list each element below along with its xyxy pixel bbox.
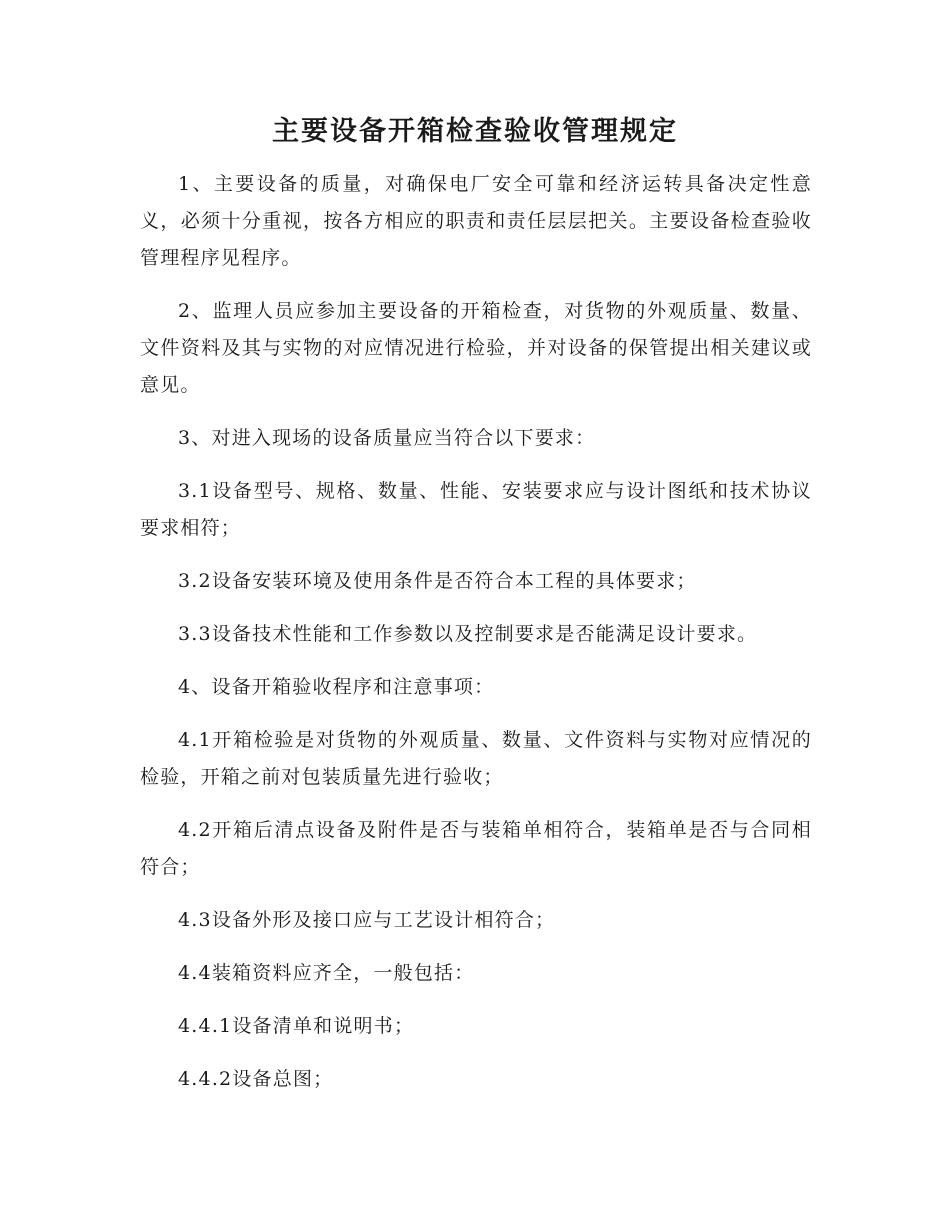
- document-title: 主要设备开箱检查验收管理规定: [272, 116, 678, 147]
- paragraph-4-1: 4.1开箱检验是对货物的外观质量、数量、文件资料与实物对应情况的检验，开箱之前对包装质量先进行验收；: [140, 729, 812, 788]
- paragraph-4-4-2: 4.4.2设备总图；: [178, 1068, 334, 1090]
- paragraph-3-2: 3.2设备安装环境及使用条件是否符合本工程的具体要求；: [178, 570, 697, 592]
- paragraph-3: 3、对进入现场的设备质量应当符合以下要求：: [178, 427, 596, 449]
- paragraph-4-4: 4.4装箱资料应齐全，一般包括：: [178, 962, 475, 984]
- paragraph-3-3: 3.3设备技术性能和工作参数以及控制要求是否能满足设计要求。: [178, 623, 758, 645]
- paragraph-2: 2、监理人员应参加主要设备的开箱检查，对货物的外观质量、数量、文件资料及其与实物的对应情况进行检验，并对设备的保管提出相关建议或意见。: [140, 300, 812, 396]
- paragraph-3-1: 3.1设备型号、规格、数量、性能、安装要求应与设计图纸和技术协议要求相符；: [140, 480, 812, 539]
- paragraph-1: 1、主要设备的质量，对确保电厂安全可靠和经济运转具备决定性意义，必须十分重视，按各方相应的职责和责任层层把关。主要设备检查验收管理程序见程序。: [140, 173, 812, 269]
- document-body: [140, 166, 812, 1114]
- paragraph-4-2: 4.2开箱后清点设备及附件是否与装箱单相符合，装箱单是否与合同相符合；: [140, 819, 812, 878]
- paragraph-4: 4、设备开箱验收程序和注意事项：: [178, 676, 495, 698]
- paragraph-4-3: 4.3设备外形及接口应与工艺设计相符合；: [178, 909, 556, 931]
- paragraph-4-4-1: 4.4.1设备清单和说明书；: [178, 1015, 415, 1037]
